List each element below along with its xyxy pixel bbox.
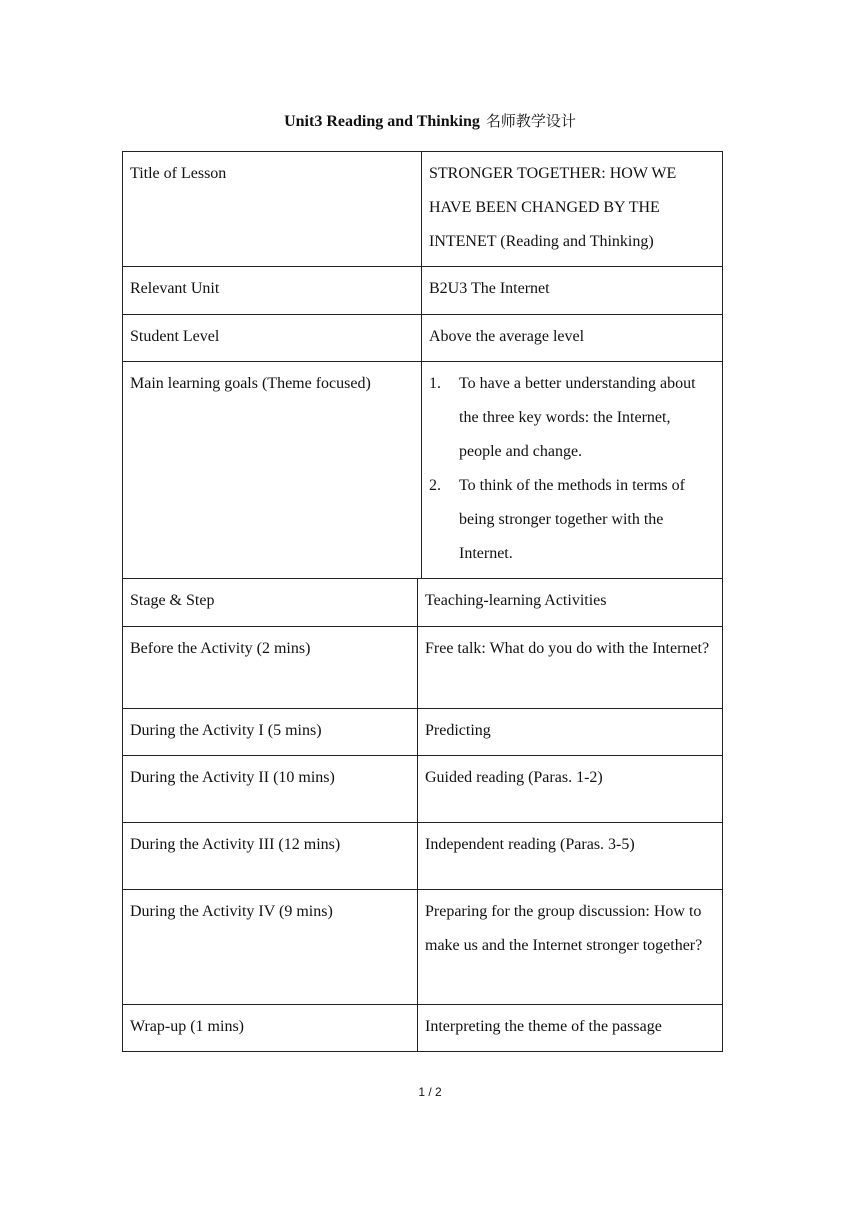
activity-cell: Interpreting the theme of the passage (418, 1005, 723, 1052)
lesson-title-value: STRONGER TOGETHER: HOW WE HAVE BEEN CHANGED BY THE INTENET (Reading and Thinking) (422, 152, 723, 267)
table-header-row (123, 579, 723, 627)
stage-cell: During the Activity I (5 mins) (123, 709, 418, 756)
activity-header: Teaching-learning Activities (418, 579, 723, 627)
table-row (123, 1005, 723, 1052)
row-label: Student Level (123, 315, 422, 362)
stage-cell: During the Activity III (12 mins) (123, 823, 418, 890)
table-row (123, 627, 723, 709)
table-row (123, 362, 723, 579)
stage-cell: Wrap-up (1 mins) (123, 1005, 418, 1052)
goal-text: To have a better understanding about the three key words: the Internet, people and change. (459, 375, 696, 460)
table-row (123, 709, 723, 756)
document-title (0, 110, 860, 131)
page-number: 1 / 2 (418, 1085, 442, 1099)
stage-header: Stage & Step (123, 579, 418, 627)
goal-text: To think of the methods in terms of being stronger together with the Internet. (459, 477, 685, 562)
activity-cell: Predicting (418, 709, 723, 756)
table-row (123, 152, 723, 267)
table-row (123, 315, 723, 362)
goal-number: 1. (429, 375, 441, 392)
activity-cell: Preparing for the group discussion: How to make us and the Internet stronger together? (418, 890, 723, 1005)
activity-cell: Independent reading (Paras. 3-5) (418, 823, 723, 890)
activities-table (122, 578, 723, 1052)
activity-cell: Free talk: What do you do with the Internet? (418, 627, 723, 709)
row-label: Title of Lesson (123, 152, 422, 267)
table-row (123, 890, 723, 1005)
list-item (429, 469, 715, 571)
relevant-unit-value: B2U3 The Internet (422, 267, 723, 315)
activity-cell: Guided reading (Paras. 1-2) (418, 756, 723, 823)
stage-cell: Before the Activity (2 mins) (123, 627, 418, 709)
stage-cell: During the Activity II (10 mins) (123, 756, 418, 823)
table-row (123, 267, 723, 315)
table-row (123, 756, 723, 823)
goals-cell (422, 362, 723, 579)
goal-number: 2. (429, 477, 441, 494)
document-title-cn: 名师教学设计 (485, 112, 576, 130)
document-title-en: Unit3 Reading and Thinking (284, 113, 480, 130)
goals-label: Main learning goals (Theme focused) (123, 362, 422, 579)
list-item (429, 367, 715, 469)
goals-list (429, 367, 715, 571)
table-row (123, 823, 723, 890)
student-level-value: Above the average level (422, 315, 723, 362)
lesson-info-table (122, 151, 723, 579)
stage-cell: During the Activity IV (9 mins) (123, 890, 418, 1005)
row-label: Relevant Unit (123, 267, 422, 315)
